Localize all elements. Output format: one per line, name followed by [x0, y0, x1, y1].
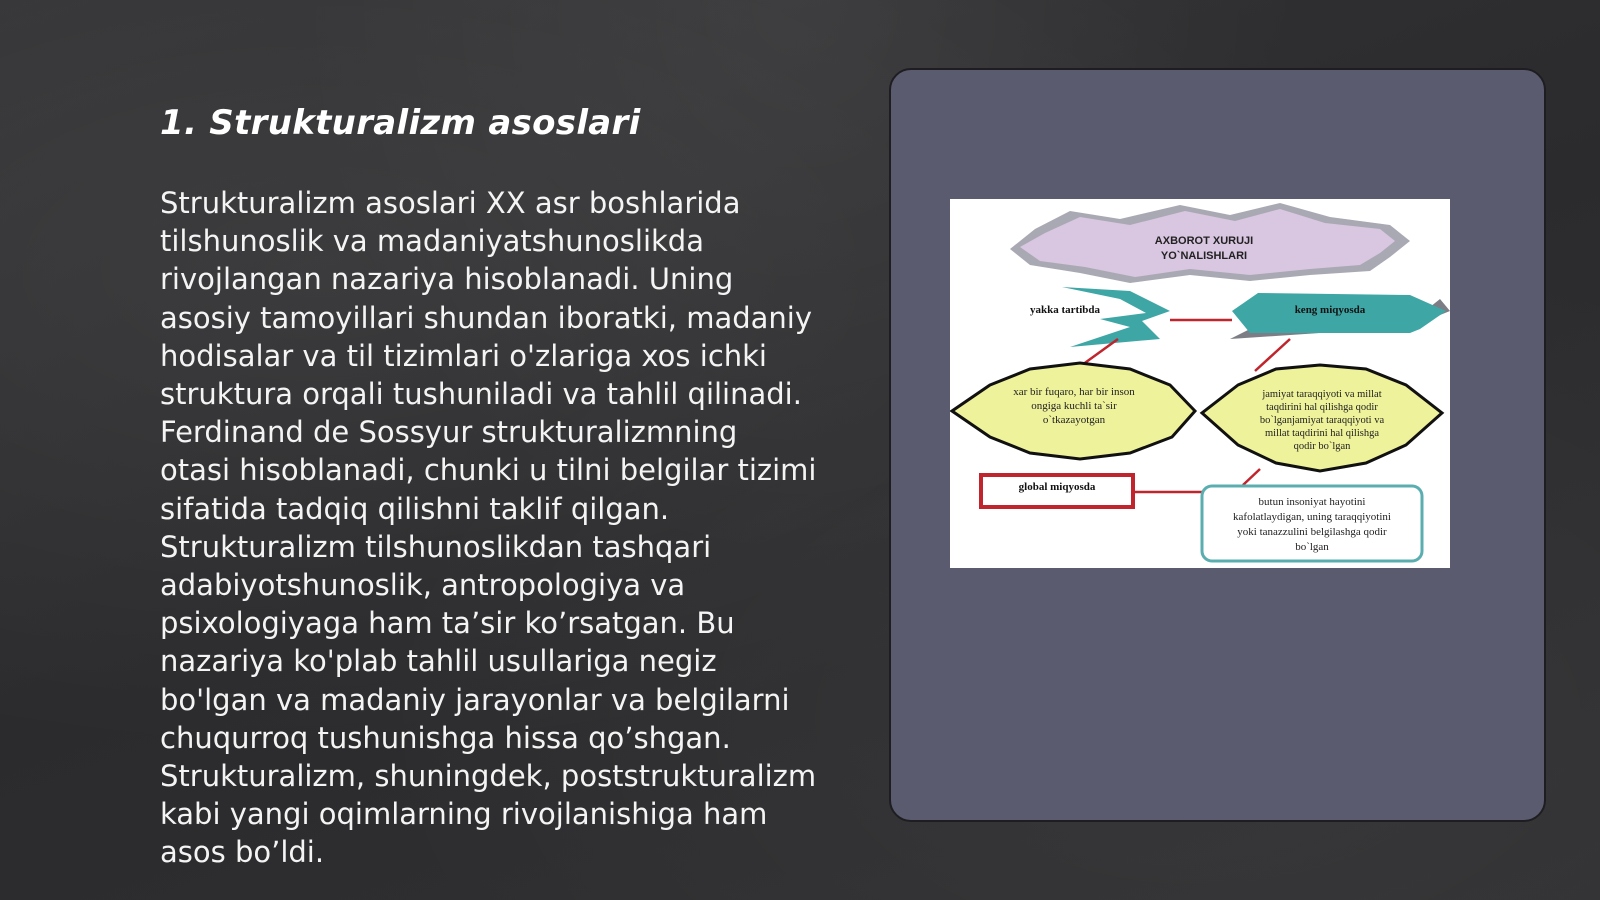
body-line: Strukturalizm asoslari XX asr boshlarida [160, 186, 741, 220]
body-line: Strukturalizm tilshunoslikdan tashqari [160, 529, 712, 564]
left-oval-line-1: xar bir fuqaro, har bir inson [1013, 386, 1135, 398]
left-oval-line-3: o`tkazayotgan [1042, 414, 1106, 426]
bottom-box-line-4: bo`lgan [1295, 541, 1329, 553]
right-oval-line-4: millat taqdirini hal qilishga [1264, 428, 1380, 439]
body-line: adabiyotshunoslik, antropologiya va [160, 568, 686, 603]
diagram-image [950, 199, 1450, 568]
right-oval-line-3: bo`lganjamiyat taraqqiyoti va [1259, 415, 1385, 426]
right-oval-line-2: taqdirini hal qilishga qodir [1266, 402, 1378, 413]
left-arrow-shape [1062, 287, 1170, 347]
body-line: sifatida tadqiq qilishni taklif qilgan. [160, 491, 670, 526]
body-line: nazariya ko'plab tahlil usullariga negiz [160, 644, 717, 679]
body-line: chuqurroq tushunishga hissa qo’shgan. [160, 720, 731, 755]
body-line: psixologiyaga ham ta’sir ko’rsatgan. Bu [160, 606, 735, 641]
body-line: rivojlangan nazariya hisoblanadi. Uning [160, 262, 734, 297]
body-line: Strukturalizm, shuningdek, poststrukturalizm [160, 759, 817, 794]
header-line-2: YO`NALISHLARI [1160, 250, 1248, 262]
left-oval-line-2: ongiga kuchli ta`sir [1031, 400, 1117, 412]
body-line: kabi yangi oqimlarning rivojlanishiga ham [160, 797, 768, 832]
connector-right-oval [1255, 339, 1290, 371]
header-line-1: AXBOROT XURUJI [1154, 235, 1254, 247]
body-line: Ferdinand de Sossyur strukturalizmning [160, 415, 738, 450]
bottom-box-line-1: butun insoniyat hayotini [1258, 496, 1366, 508]
slide-body-text [160, 184, 850, 872]
bottom-box-line-3: yoki tanazzulini belgilashga qodir [1237, 526, 1387, 538]
body-line: struktura orqali tushuniladi va tahlil qilinadi. [160, 377, 802, 412]
body-line: asosiy tamoyillari shundan iboratki, madaniy [160, 300, 812, 335]
bottom-box-line-2: kafolatlaydigan, uning taraqqiyotini [1233, 511, 1391, 523]
body-line: otasi hisoblanadi, chunki u tilni belgilar tizimi [160, 453, 817, 488]
diagram-svg [950, 199, 1450, 568]
right-oval-line-1: jamiyat taraqqiyoti va millat [1262, 389, 1382, 400]
body-line: tilshunoslik va madaniyatshunoslikda [160, 224, 704, 259]
slide-title: 1. Strukturalizm asoslari [160, 103, 641, 143]
body-line: bo'lgan va madaniy jarayonlar va belgilarni [160, 682, 790, 717]
global-box-label: global miqyosda [1018, 481, 1096, 493]
right-arrow-label: keng miqyosda [1294, 304, 1366, 316]
body-line: asos bo’ldi. [160, 835, 325, 870]
connector-bottom [1243, 469, 1260, 485]
body-line: hodisalar va til tizimlari o'zlariga xos ichki [160, 338, 767, 373]
left-arrow-label: yakka tartibda [1030, 304, 1100, 316]
right-oval-line-5: qodir bo`lgan [1293, 441, 1351, 452]
